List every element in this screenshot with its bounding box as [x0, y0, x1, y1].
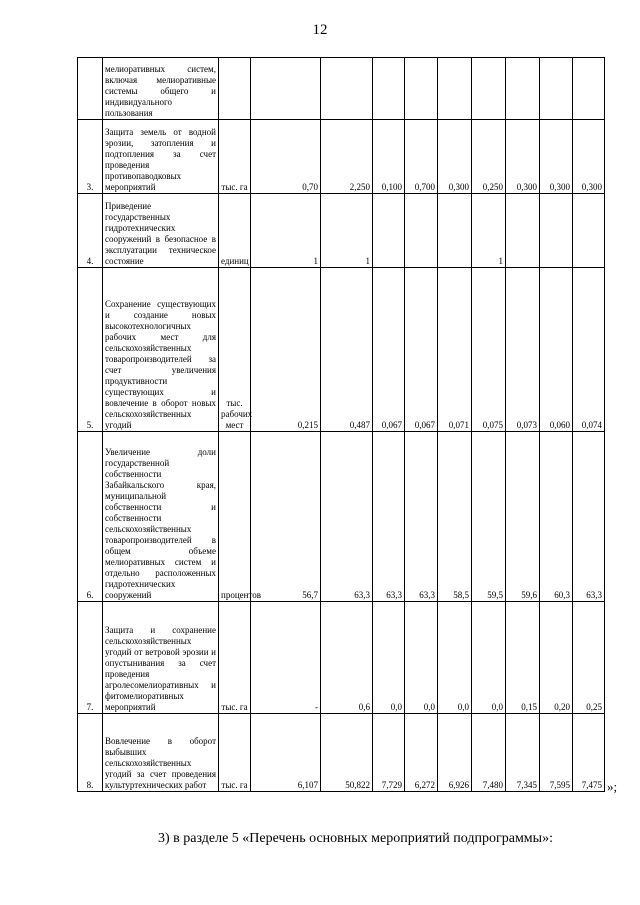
value-cell: 6,272 — [405, 714, 438, 792]
indicator-name-cell: Приведение государственных гидротехнических сооружений в безопасное в эксплуатации техническое состояние — [103, 194, 219, 268]
row-number-cell: 5. — [78, 268, 103, 432]
value-cell: 0,15 — [506, 602, 540, 714]
value-cell — [438, 194, 472, 268]
table-row — [78, 268, 605, 432]
row-number-cell — [78, 58, 103, 120]
value-cell: 1 — [472, 194, 506, 268]
value-cell — [373, 194, 405, 268]
value-cell: 0,067 — [373, 268, 405, 432]
value-cell: 0,0 — [438, 602, 472, 714]
value-cell: 0,060 — [540, 268, 573, 432]
value-cell: 0,250 — [472, 120, 506, 194]
value-cell: 7,480 — [472, 714, 506, 792]
table-row — [78, 714, 605, 792]
row-number-cell: 6. — [78, 432, 103, 602]
value-cell: 50,822 — [321, 714, 373, 792]
indicator-name-cell: Сохранение существующих и создание новых высокотехнологичных рабочих мест для сельскохозяйственных товаропроизводителей за счет увеличения продуктивности существующих и вовлечение в оборот новых сельскохозяйственных угодий — [103, 268, 219, 432]
value-cell — [438, 58, 472, 120]
value-cell: 2,250 — [321, 120, 373, 194]
value-cell: 0,300 — [506, 120, 540, 194]
value-cell — [506, 194, 540, 268]
value-cell: 63,3 — [321, 432, 373, 602]
value-cell: 0,0 — [405, 602, 438, 714]
value-cell: 0,0 — [472, 602, 506, 714]
indicators-table — [77, 57, 605, 792]
indicator-name-cell: Увеличение доли государственной собственности Забайкальского края, муниципальной собственности и собственности сельскохозяйственных товаропроизводителей в общем объеме мелиоративных систем и отдельно расположенных гидротехнических сооружений — [103, 432, 219, 602]
unit-cell: тыс. га — [219, 602, 251, 714]
value-cell: 6,107 — [251, 714, 321, 792]
value-cell: 7,595 — [540, 714, 573, 792]
table-row — [78, 432, 605, 602]
unit-cell: единиц — [219, 194, 251, 268]
unit-cell — [219, 58, 251, 120]
value-cell — [573, 194, 605, 268]
value-cell: 7,729 — [373, 714, 405, 792]
indicator-name-cell: мелиоративных систем, включая мелиоративные системы общего и индивидуального пользования — [103, 58, 219, 120]
indicator-name-cell: Защита земель от водной эрозии, затопления и подтопления за счет проведения противопаводковых мероприятий — [103, 120, 219, 194]
unit-cell: тыс. га — [219, 714, 251, 792]
section-heading-text: 3) в разделе 5 «Перечень основных мероприятий подпрограммы»: — [158, 831, 553, 846]
value-cell: 0,487 — [321, 268, 373, 432]
indicator-name-cell: Вовлечение в оборот выбывших сельскохозяйственных угодий за счет проведения культуртехнических работ — [103, 714, 219, 792]
value-cell: 1 — [321, 194, 373, 268]
value-cell: 7,345 — [506, 714, 540, 792]
row-number-cell: 4. — [78, 194, 103, 268]
value-cell — [405, 194, 438, 268]
value-cell: 58,5 — [438, 432, 472, 602]
value-cell: 63,3 — [373, 432, 405, 602]
value-cell: 0,215 — [251, 268, 321, 432]
value-cell: 0,100 — [373, 120, 405, 194]
value-cell — [405, 58, 438, 120]
page-number: 12 — [312, 22, 328, 38]
value-cell: 0,074 — [573, 268, 605, 432]
value-cell: 63,3 — [573, 432, 605, 602]
table-row — [78, 194, 605, 268]
table-row — [78, 120, 605, 194]
indicator-name-cell: Защита и сохранение сельскохозяйственных угодий от ветровой эрозии и опустынивания за счет проведения агролесомелиоративных и фитомелиоративных мероприятий — [103, 602, 219, 714]
value-cell: 0,700 — [405, 120, 438, 194]
table-row — [78, 602, 605, 714]
value-cell: 0,300 — [540, 120, 573, 194]
value-cell: 0,300 — [438, 120, 472, 194]
value-cell: 0,70 — [251, 120, 321, 194]
value-cell: 0,300 — [573, 120, 605, 194]
value-cell: 7,475 — [573, 714, 605, 792]
value-cell: 59,5 — [472, 432, 506, 602]
row-number-cell: 7. — [78, 602, 103, 714]
value-cell: 0,0 — [373, 602, 405, 714]
value-cell — [573, 58, 605, 120]
value-cell: 0,073 — [506, 268, 540, 432]
value-cell — [321, 58, 373, 120]
value-cell: 56,7 — [251, 432, 321, 602]
value-cell: 0,6 — [321, 602, 373, 714]
value-cell — [373, 58, 405, 120]
value-cell — [506, 58, 540, 120]
unit-cell: процентов — [219, 432, 251, 602]
closing-quote-mark: »; — [607, 779, 618, 794]
value-cell: 59,6 — [506, 432, 540, 602]
value-cell: - — [251, 602, 321, 714]
value-cell — [251, 58, 321, 120]
value-cell: 60,3 — [540, 432, 573, 602]
value-cell — [472, 58, 506, 120]
value-cell: 0,071 — [438, 268, 472, 432]
value-cell: 0,20 — [540, 602, 573, 714]
value-cell: 0,25 — [573, 602, 605, 714]
value-cell — [540, 58, 573, 120]
value-cell — [540, 194, 573, 268]
unit-cell: тыс. га — [219, 120, 251, 194]
row-number-cell: 8. — [78, 714, 103, 792]
value-cell: 6,926 — [438, 714, 472, 792]
value-cell: 63,3 — [405, 432, 438, 602]
value-cell: 0,067 — [405, 268, 438, 432]
row-number-cell: 3. — [78, 120, 103, 194]
unit-cell: тыс. рабочих мест — [219, 268, 251, 432]
table-row — [78, 58, 605, 120]
value-cell: 0,075 — [472, 268, 506, 432]
value-cell: 1 — [251, 194, 321, 268]
